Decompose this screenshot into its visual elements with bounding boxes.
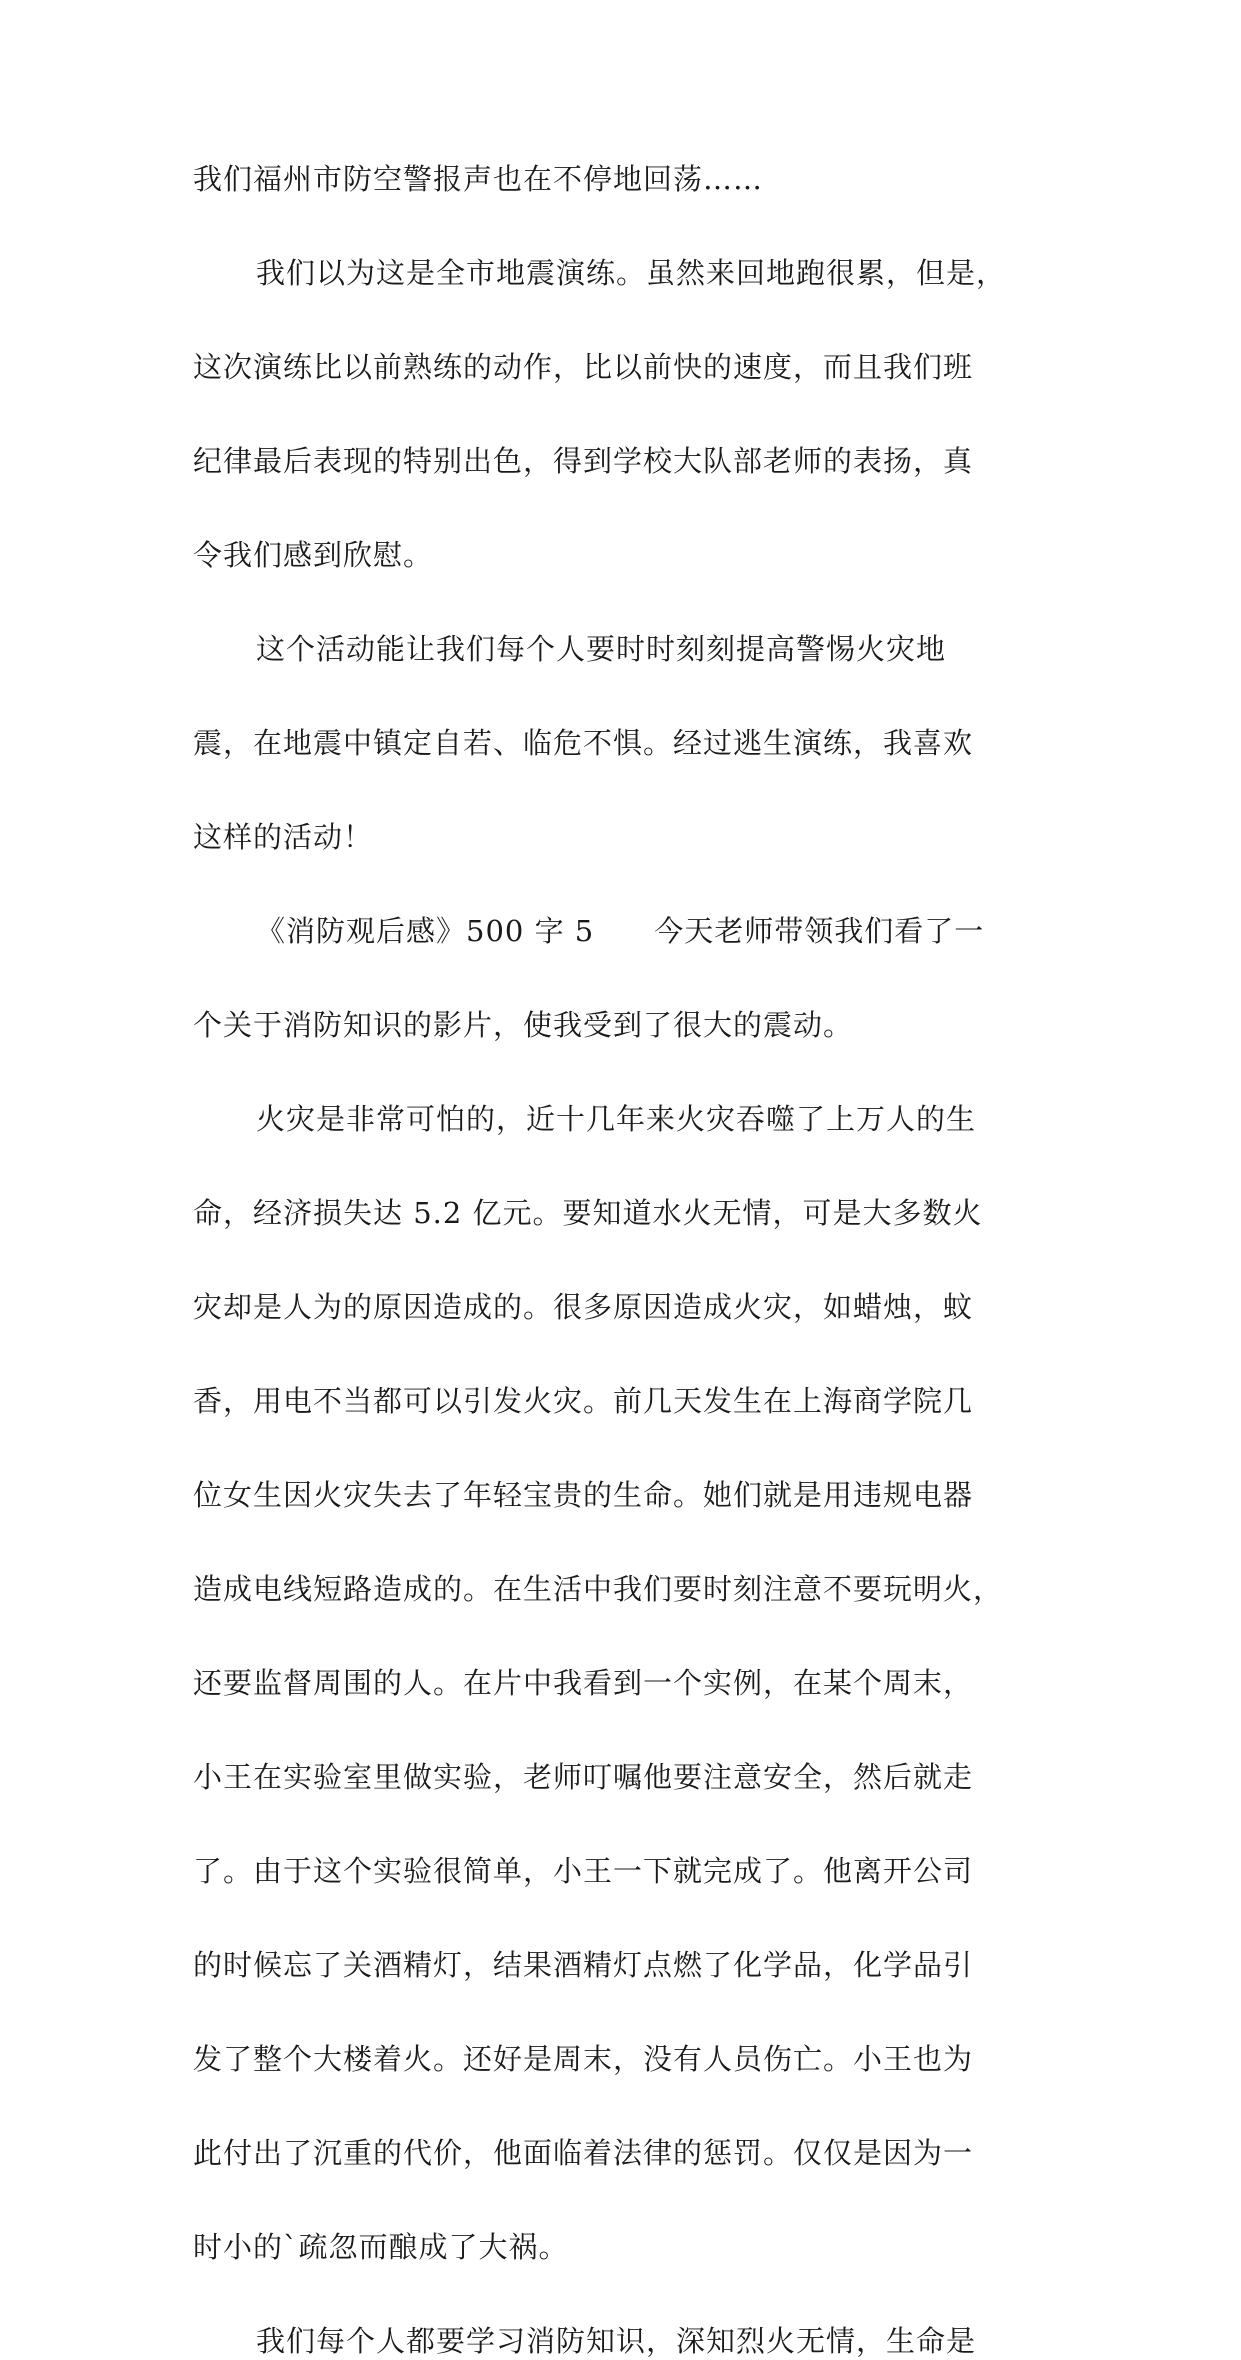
- paragraph-first-line: 我们以为这是全市地震演练。虽然来回地跑很累，但是，: [256, 256, 1007, 290]
- text-line: 发了整个大楼着火。还好是周末，没有人员伤亡。小王也为: [193, 2042, 974, 2076]
- text-line: 个关于消防知识的影片，使我受到了很大的震动。: [193, 1008, 854, 1042]
- text-line: 这次演练比以前熟练的动作，比以前快的速度，而且我们班: [193, 350, 974, 384]
- text-line: 香，用电不当都可以引发火灾。前几天发生在上海商学院几: [193, 1384, 974, 1418]
- text-line: 这样的活动！: [193, 820, 374, 854]
- text-line: 位女生因火灾失去了年轻宝贵的生命。她们就是用违规电器: [193, 1478, 974, 1512]
- text-line: 灾却是人为的原因造成的。很多原因造成火灾，如蜡烛，蚊: [193, 1290, 974, 1324]
- paragraph-first-line: 《消防观后感》500 字 5 今天老师带领我们看了一: [256, 914, 985, 948]
- paragraph-first-line: 这个活动能让我们每个人要时时刻刻提高警惕火灾地: [256, 632, 947, 666]
- text-line: 此付出了沉重的代价，他面临着法律的惩罚。仅仅是因为一: [193, 2136, 974, 2170]
- text-line: 命，经济损失达 5.2 亿元。要知道水火无情，可是大多数火: [193, 1196, 983, 1230]
- text-line: 纪律最后表现的特别出色，得到学校大队部老师的表扬，真: [193, 444, 974, 478]
- text-line: 时小的`疏忽而酿成了大祸。: [193, 2230, 569, 2264]
- text-line: 震，在地震中镇定自若、临危不惧。经过逃生演练，我喜欢: [193, 726, 974, 760]
- text-line: 令我们感到欣慰。: [193, 538, 434, 572]
- text-line: 还要监督周围的人。在片中我看到一个实例，在某个周末，: [193, 1666, 974, 1700]
- text-line: 的时候忘了关酒精灯，结果酒精灯点燃了化学品，化学品引: [193, 1948, 974, 1982]
- paragraph-first-line: 我们每个人都要学习消防知识，深知烈火无情，生命是: [256, 2324, 977, 2358]
- text-line: 了。由于这个实验很简单，小王一下就完成了。他离开公司: [193, 1854, 974, 1888]
- text-line: 小王在实验室里做实验，老师叮嘱他要注意安全，然后就走: [193, 1760, 974, 1794]
- body-text: [193, 160, 1073, 2360]
- paragraph-first-line: 火灾是非常可怕的，近十几年来火灾吞噬了上万人的生: [256, 1102, 977, 1136]
- text-line: 造成电线短路造成的。在生活中我们要时刻注意不要玩明火，: [193, 1572, 1004, 1606]
- text-line: 我们福州市防空警报声也在不停地回荡……: [193, 162, 764, 196]
